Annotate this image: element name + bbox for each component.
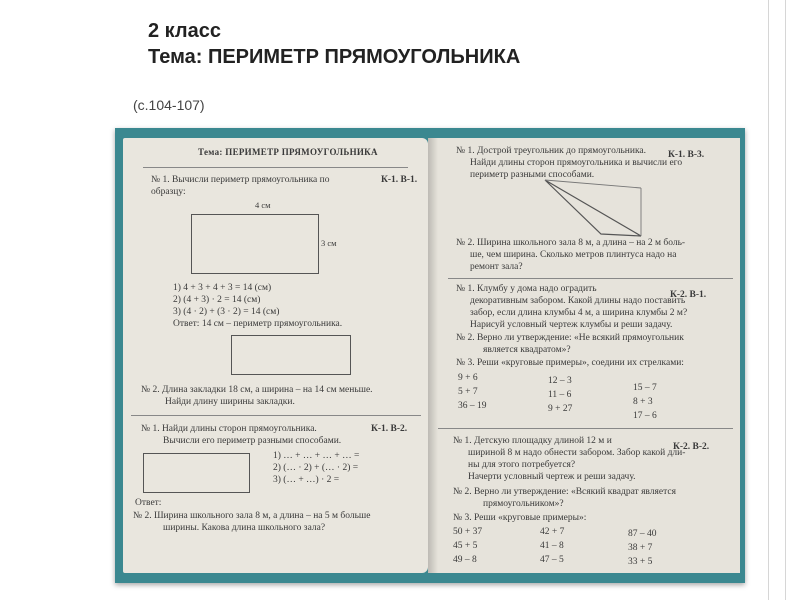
example: 42 + 7: [540, 527, 565, 537]
slide-title: [148, 18, 520, 70]
example: 36 – 19: [458, 401, 487, 411]
task-text: Вычисли его периметр разными способами.: [163, 436, 342, 446]
task-text: № 2. Длина закладки 18 см, а ширина – на 14 см меньше.: [141, 385, 373, 395]
answer-line: Ответ:: [135, 498, 162, 508]
task-text: Начерти условный чертеж и реши задачу.: [468, 472, 636, 482]
example: 9 + 27: [548, 404, 573, 414]
task-text: № 2. Верно ли утверждение: «Не всякий прямоугольник: [456, 333, 684, 343]
variant-label: К-1. В-2.: [371, 424, 408, 434]
width-label: 4 см: [255, 200, 271, 210]
variant-label: К-2. В-1.: [670, 290, 707, 300]
example: 38 + 7: [628, 543, 653, 553]
variant-label: К-1. В-1.: [381, 175, 418, 185]
task-text: № 3. Реши «круговые примеры», соедини их стрелками:: [456, 358, 684, 368]
example: 11 – 6: [548, 390, 572, 400]
task-text: № 2. Ширина школьного зала 8 м, а длина – на 2 м боль-: [456, 238, 686, 248]
task-text: забор, если длина клумбы 4 м, а ширина клумбы 2 м?: [470, 308, 688, 318]
task-text: № 1. Вычисли периметр прямоугольника по: [151, 175, 330, 185]
task-text: прямоугольником»?: [483, 499, 564, 509]
formula-line: 3) (… + …) · 2 =: [273, 475, 340, 485]
task-text: декоративным забором. Какой длины надо поставить: [470, 296, 686, 306]
task-text: ремонт зала?: [470, 262, 523, 272]
book-spine: [428, 138, 438, 573]
task-text: № 1. Дострой треугольник до прямоугольника.: [456, 146, 647, 156]
task-text: № 1. Найди длины сторон прямоугольника.: [141, 424, 317, 434]
task-text: образцу:: [151, 187, 186, 197]
triangle-figure: [523, 176, 663, 241]
task-text: № 1. Клумбу у дома надо оградить: [456, 284, 597, 294]
example: 5 + 7: [458, 387, 478, 397]
divider: [143, 167, 408, 168]
example: 41 – 8: [540, 541, 564, 551]
task-text: Нарисуй условный чертеж клумбы и реши задачу.: [470, 320, 673, 330]
rectangle-figure: [143, 453, 250, 493]
solution-line: 2) (4 + 3) · 2 = 14 (см): [173, 295, 261, 305]
task-text: Найди длины сторон прямоугольника и вычисли его: [470, 158, 683, 168]
rectangle-figure: [191, 214, 319, 274]
height-label: 3 см: [321, 238, 337, 248]
divider: [448, 278, 733, 279]
task-text: № 3. Реши «круговые примеры»:: [453, 513, 587, 523]
example: 15 – 7: [633, 383, 657, 393]
task-text: является квадратом»?: [483, 345, 571, 355]
rectangle-figure: [231, 335, 351, 375]
formula-line: 1) … + … + … + … =: [273, 451, 360, 461]
variant-label: К-2. В-2.: [673, 442, 710, 452]
example: 17 – 6: [633, 411, 657, 421]
example: 9 + 6: [458, 373, 478, 383]
divider: [131, 415, 421, 416]
task-text: № 2. Ширина школьного зала 8 м, а длина – на 5 м больше: [133, 511, 371, 521]
formula-line: 2) (… · 2) + (… · 2) =: [273, 463, 359, 473]
slide-decor-line: [785, 0, 786, 600]
example: 33 + 5: [628, 557, 653, 567]
slide-title-topic: Тема: ПЕРИМЕТР ПРЯМОУГОЛЬНИКА: [148, 46, 521, 68]
solution-line: 3) (4 · 2) + (3 · 2) = 14 (см): [173, 307, 280, 317]
task-text: ширины. Какова длина школьного зала?: [163, 523, 326, 533]
slide-title-grade: 2 класс: [148, 20, 222, 42]
right-page: [428, 138, 740, 573]
example: 49 – 8: [453, 555, 477, 565]
task-text: шириной 8 м надо обнести забором. Забор какой дли-: [468, 448, 686, 458]
slide-page-range: (с.104-107): [133, 97, 205, 113]
answer-line: Ответ: 14 см – периметр прямоугольника.: [173, 319, 343, 329]
example: 47 – 5: [540, 555, 564, 565]
slide-decor-line: [768, 0, 769, 600]
example: 8 + 3: [633, 397, 653, 407]
task-text: Найди длину ширины закладки.: [165, 397, 295, 407]
textbook-photo: [115, 128, 745, 583]
example: 45 + 5: [453, 541, 478, 551]
task-text: ны для этого потребуется?: [468, 460, 576, 470]
page-header: Тема: ПЕРИМЕТР ПРЯМОУГОЛЬНИКА: [198, 147, 378, 157]
task-text: периметр разными способами.: [470, 170, 595, 180]
example: 87 – 40: [628, 529, 657, 539]
task-text: ше, чем ширина. Сколько метров плинтуса надо на: [470, 250, 677, 260]
left-page: [123, 138, 428, 573]
solution-line: 1) 4 + 3 + 4 + 3 = 14 (см): [173, 283, 272, 293]
variant-label: К-1. В-3.: [668, 150, 705, 160]
task-text: № 2. Верно ли утверждение: «Всякий квадрат является: [453, 487, 676, 497]
task-text: № 1. Детскую площадку длиной 12 м и: [453, 436, 612, 446]
example: 50 + 37: [453, 527, 483, 537]
example: 12 – 3: [548, 376, 572, 386]
divider: [438, 428, 733, 429]
